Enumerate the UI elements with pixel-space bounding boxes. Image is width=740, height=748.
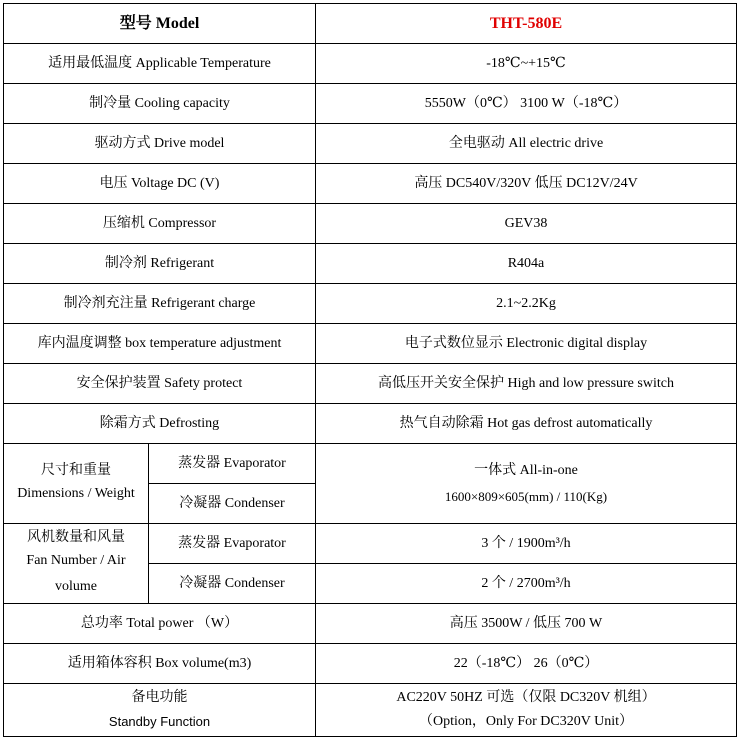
row-label: 压缩机 Compressor	[4, 204, 316, 244]
table-row	[4, 204, 737, 244]
table-row	[4, 164, 737, 204]
box-volume-label: 适用箱体容积 Box volume(m3)	[4, 644, 316, 684]
table-row	[4, 404, 737, 444]
row-label: 驱动方式 Drive model	[4, 124, 316, 164]
standby-label-cn: 备电功能	[131, 690, 188, 705]
standby-value-line1: AC220V 50HZ 可选（仅限 DC320V 机组）	[396, 690, 656, 705]
dimensions-evaporator-label: 蒸发器 Evaporator	[149, 444, 316, 484]
row-value: 高低压开关安全保护 High and low pressure switch	[316, 364, 737, 404]
table-row	[4, 44, 737, 84]
spec-table	[3, 3, 737, 737]
row-label: 制冷剂 Refrigerant	[4, 244, 316, 284]
model-label: 型号 Model	[4, 4, 316, 44]
row-label: 库内温度调整 box temperature adjustment	[4, 324, 316, 364]
row-label: 电压 Voltage DC (V)	[4, 164, 316, 204]
row-value: 2.1~2.2Kg	[316, 284, 737, 324]
standby-value-line2: （Option，Only For DC320V Unit）	[418, 714, 634, 729]
header-row	[4, 4, 737, 44]
dimensions-row	[4, 444, 737, 484]
row-value: 5550W（0℃） 3100 W（-18℃）	[316, 84, 737, 124]
table-row	[4, 244, 737, 284]
total-power-label: 总功率 Total power （W）	[4, 604, 316, 644]
table-row	[4, 644, 737, 684]
row-value: 高压 DC540V/320V 低压 DC12V/24V	[316, 164, 737, 204]
fans-label-en: Fan Number / Air volume	[26, 552, 126, 594]
fans-condenser-value: 2 个 / 2700m³/h	[316, 564, 737, 604]
row-label: 制冷量 Cooling capacity	[4, 84, 316, 124]
row-label: 除霜方式 Defrosting	[4, 404, 316, 444]
row-label: 安全保护装置 Safety protect	[4, 364, 316, 404]
row-value: GEV38	[316, 204, 737, 244]
row-value: 电子式数位显示 Electronic digital display	[316, 324, 737, 364]
dimensions-value-line1: 一体式 All-in-one	[474, 462, 578, 478]
model-value: THT-580E	[316, 4, 737, 44]
fans-evaporator-value: 3 个 / 1900m³/h	[316, 524, 737, 564]
fans-label-cn: 风机数量和风量	[27, 529, 125, 545]
table-row	[4, 124, 737, 164]
standby-label	[4, 684, 316, 737]
standby-row	[4, 684, 737, 737]
dimensions-label-cn: 尺寸和重量	[41, 462, 111, 478]
table-row	[4, 604, 737, 644]
fans-row	[4, 524, 737, 564]
dimensions-label	[4, 444, 149, 524]
table-row	[4, 84, 737, 124]
dimensions-label-en: Dimensions / Weight	[17, 485, 135, 501]
fans-label	[4, 524, 149, 604]
box-volume-value: 22（-18℃） 26（0℃）	[316, 644, 737, 684]
row-value: 全电驱动 All electric drive	[316, 124, 737, 164]
dimensions-condenser-label: 冷凝器 Condenser	[149, 484, 316, 524]
total-power-value: 高压 3500W / 低压 700 W	[316, 604, 737, 644]
row-label: 适用最低温度 Applicable Temperature	[4, 44, 316, 84]
dimensions-value-line2: 1600×809×605(mm) / 110(Kg)	[444, 488, 608, 504]
row-label: 制冷剂充注量 Refrigerant charge	[4, 284, 316, 324]
row-value: R404a	[316, 244, 737, 284]
dimensions-value	[316, 444, 737, 524]
row-value: 热气自动除霜 Hot gas defrost automatically	[316, 404, 737, 444]
fans-evaporator-label: 蒸发器 Evaporator	[149, 524, 316, 564]
fans-condenser-label: 冷凝器 Condenser	[149, 564, 316, 604]
table-row	[4, 364, 737, 404]
standby-value	[316, 684, 737, 737]
table-row	[4, 324, 737, 364]
table-row	[4, 284, 737, 324]
row-value: -18℃~+15℃	[316, 44, 737, 84]
standby-label-en: Standby Function	[108, 714, 211, 729]
